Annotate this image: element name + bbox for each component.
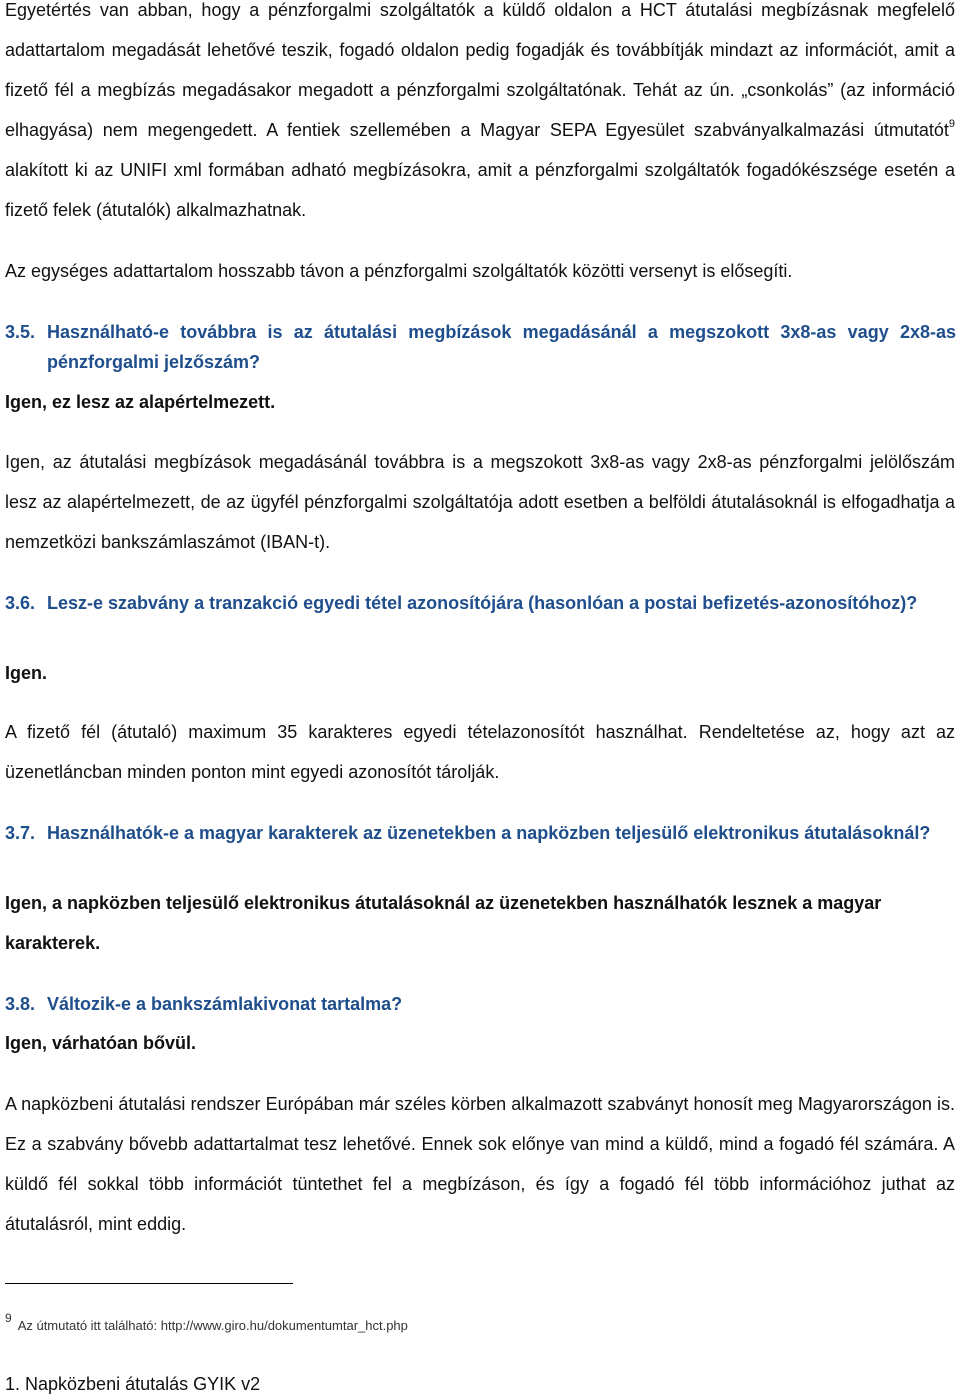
question-text: Használható-e továbbra is az átutalási megbízások megadásánál a megszokott 3x8-as vagy 2x8-as pénzforgalmi jelzőszám? [47, 322, 956, 372]
footnote-text: Az útmutató itt található: http://www.giro.hu/dokumentumtar_hct.php [17, 1318, 408, 1333]
question-3-5 [5, 317, 956, 377]
body-3-6: A fizető fél (átutaló) maximum 35 karakteres egyedi tételazonosítót használhat. Rendeltetése az, hogy azt az üzenetláncban minden ponton mint egyedi azonosítót tárolják. [5, 722, 955, 782]
question-number: 3.5. [5, 322, 36, 342]
answer-3-5: Igen, ez lesz az alapértelmezett. [5, 392, 276, 412]
question-number: 3.6. [5, 593, 36, 613]
body-3-5: Igen, az átutalási megbízások megadásánál továbbra is a megszokott 3x8-as vagy 2x8-as pénzforgalmi jelölőszám lesz az alapértelmezett, de az ügyfél pénzforgalmi szolgáltatója adott esetben a belföldi átutalásoknál is elfogadhatja a nemzetközi bankszámlaszámot (IBAN-t). [5, 452, 955, 552]
question-text: Lesz-e szabvány a tranzakció egyedi tétel azonosítójára (hasonlóan a postai befizetés-azonosítóhoz)? [47, 593, 918, 613]
intro-text-part2: alakított ki az UNIFI xml formában adható megbízásokra, amit a pénzforgalmi szolgáltatók fogadókészsége esetén a fizető felek (átutalók) alkalmazhatnak. [5, 160, 955, 220]
footnote-reference: 9 [948, 118, 955, 130]
body-3-8: A napközbeni átutalási rendszer Európában már széles körben alkalmazott szabványt honosít meg Magyarországon is. Ez a szabvány bővebb adattartalmat tesz lehetővé. Ennek sok előnye van mind a küldő, mind a fogadó fél számára. A küldő fél sokkal több információt tüntethet fel a megbízáson, és így a fogadó fél több információhoz juthat az átutalásról, mint eddig. [5, 1094, 955, 1234]
question-3-7 [5, 818, 956, 848]
intro-paragraph [5, 0, 955, 230]
question-number: 3.8. [5, 994, 36, 1014]
answer-3-6: Igen. [5, 663, 48, 683]
answer-3-8: Igen, várhatóan bővül. [5, 1033, 197, 1053]
question-text: Változik-e a bankszámlakivonat tartalma? [47, 994, 403, 1014]
question-3-8 [5, 989, 956, 1019]
footnote [5, 1311, 408, 1333]
intro-text-part1: Egyetértés van abban, hogy a pénzforgalmi szolgáltatók a küldő oldalon a HCT átutalási megbízásnak megfelelő adattartalom megadását lehetővé teszik, fogadó oldalon pedig fogadják és továbbítják mindazt az információt, amit a fizető fél a megbízás megadásakor megadott a pénzforgalmi szolgáltatónak. Tehát az ún. „csonkolás” (az információ elhagyása) nem megengedett. A fentiek szellemében a Magyar SEPA Egyesület szabványalkalmazási útmutatót [5, 0, 955, 140]
answer-3-7: Igen, a napközben teljesülő elektronikus átutalásoknál az üzenetekben használhatók lesznek a magyar karakterek. [5, 893, 882, 953]
page-footer: 1. Napközbeni átutalás GYIK v2 [5, 1374, 261, 1394]
question-text: Használhatók-e a magyar karakterek az üzenetekben a napközben teljesülő elektronikus átutalásoknál? [47, 823, 931, 843]
footnote-number: 9 [5, 1311, 12, 1325]
question-3-6 [5, 588, 956, 618]
footnote-separator [5, 1283, 293, 1284]
question-number: 3.7. [5, 823, 36, 843]
competition-paragraph: Az egységes adattartalom hosszabb távon a pénzforgalmi szolgáltatók közötti versenyt is elősegíti. [5, 261, 793, 281]
